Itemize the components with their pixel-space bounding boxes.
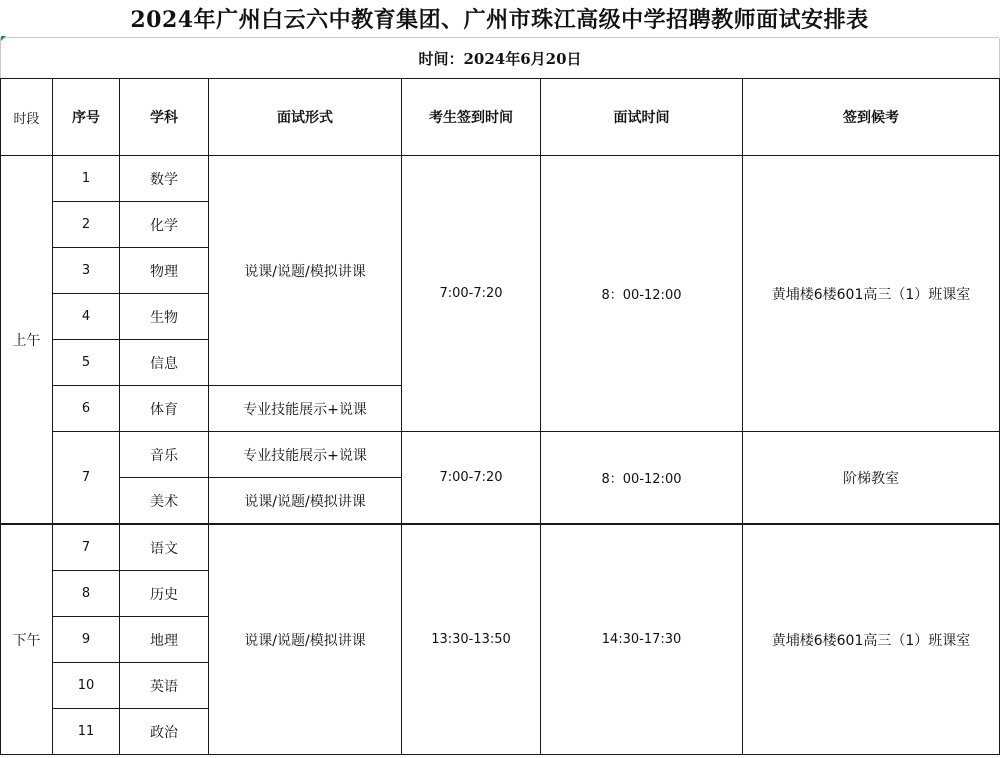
checkin-time-cell: 7:00-7:20: [402, 432, 541, 525]
checkin-time-cell: 13:30-13:50: [402, 524, 541, 755]
subject-cell: 化学: [120, 202, 209, 248]
subject-cell: 信息: [120, 340, 209, 386]
date-line: 时间：2024年6月20日: [0, 38, 1000, 78]
format-cell: 说课/说题/模拟讲课: [209, 524, 402, 755]
seq-cell: 4: [53, 294, 120, 340]
header-checkin-location: 签到候考: [743, 79, 1000, 156]
checkin-time-cell: 7:00-7:20: [402, 156, 541, 432]
header-interview-time: 面试时间: [541, 79, 743, 156]
format-cell: 说课/说题/模拟讲课: [209, 478, 402, 525]
interview-time-cell: 14:30-17:30: [541, 524, 743, 755]
subject-cell: 数学: [120, 156, 209, 202]
table-row: [1, 156, 1000, 202]
subject-cell: 美术: [120, 478, 209, 525]
subject-cell: 体育: [120, 386, 209, 432]
location-cell: 黄埔楼6楼601高三（1）班课室: [743, 524, 1000, 755]
subject-cell: 语文: [120, 524, 209, 571]
seq-cell: 10: [53, 663, 120, 709]
seq-cell: 6: [53, 386, 120, 432]
subject-cell: 物理: [120, 248, 209, 294]
format-cell: 专业技能展示+说课: [209, 432, 402, 478]
header-format: 面试形式: [209, 79, 402, 156]
seq-cell: 7: [53, 524, 120, 571]
period-morning: 上午: [1, 156, 53, 525]
seq-cell: 2: [53, 202, 120, 248]
location-cell: 黄埔楼6楼601高三（1）班课室: [743, 156, 1000, 432]
header-period: 时段: [1, 79, 53, 156]
table-row: [1, 432, 1000, 478]
seq-cell: 3: [53, 248, 120, 294]
subject-cell: 英语: [120, 663, 209, 709]
header-checkin-time: 考生签到时间: [402, 79, 541, 156]
subject-cell: 政治: [120, 709, 209, 755]
subject-cell: 音乐: [120, 432, 209, 478]
location-cell: 阶梯教室: [743, 432, 1000, 525]
interview-time-cell: 8：00-12:00: [541, 432, 743, 525]
seq-cell: 5: [53, 340, 120, 386]
table-row: [1, 524, 1000, 571]
subject-cell: 生物: [120, 294, 209, 340]
schedule-table: [0, 78, 1000, 755]
header-row: [1, 79, 1000, 156]
seq-cell: 7: [53, 432, 120, 525]
format-cell: 专业技能展示+说课: [209, 386, 402, 432]
period-afternoon: 下午: [1, 524, 53, 755]
seq-cell: 9: [53, 617, 120, 663]
seq-cell: 8: [53, 571, 120, 617]
format-cell: 说课/说题/模拟讲课: [209, 156, 402, 386]
subject-cell: 地理: [120, 617, 209, 663]
seq-cell: 1: [53, 156, 120, 202]
subject-cell: 历史: [120, 571, 209, 617]
seq-cell: 11: [53, 709, 120, 755]
interview-time-cell: 8：00-12:00: [541, 156, 743, 432]
sheet-title: 2024年广州白云六中教育集团、广州市珠江高级中学招聘教师面试安排表: [0, 0, 999, 38]
header-subject: 学科: [120, 79, 209, 156]
header-seq: 序号: [53, 79, 120, 156]
